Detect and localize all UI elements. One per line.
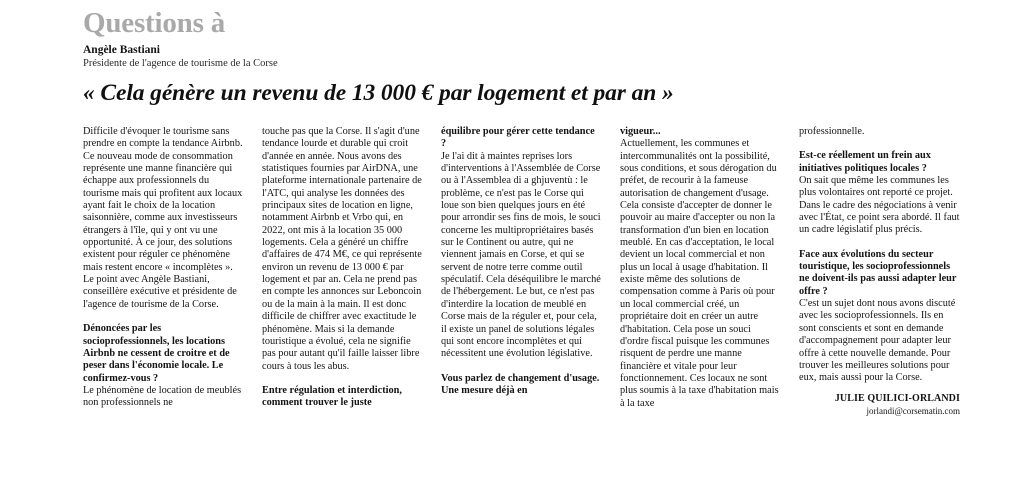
answer-paragraph: C'est un sujet dont nous avons discuté avec les socioprofessionnels. Ils en sont conscients et sont en demande d'accompagnement pour adapter leur offre à cette nouvelle demande. Pour trouver les meilleures solutions pour eux, mais aussi pour la Corse.	[799, 298, 956, 384]
question-heading: Vous parlez de changement d'usage. Une mesure déjà en	[441, 372, 600, 396]
answer-paragraph: professionnelle.	[799, 126, 865, 137]
answer-paragraph: touche pas que la Corse. Il s'agit d'une tendance lourde et durable qui croit d'année en année. Nous avons des statistiques fournies par AirDNA, une plateforme internationale partenaire de l'ATC, qui analyse les données des principaux sites de location en ligne, notamment Airbnb et Vrbo qui, en 2022, ont mis à la location 35 000 logements. Cela a généré un chiffre d'affaires de 474 M€, ce qui représente environ un revenu de 13 000 € par logement et par an. Cela ne prend pas en compte les annonces sur Leboncoin ou de la main à la main. Il est donc difficile de chiffrer avec exactitude le phénomène. Mais si la demande touristique a évolué, cela ne signifie pas pour autant qu'il faille laisser libre cours à tous les abus.	[262, 126, 422, 372]
question-heading: équilibre pour gérer cette tendance ?	[441, 126, 595, 150]
question-heading: vigueur...	[620, 126, 661, 137]
question-heading: Face aux évolutions du secteur touristique, les socioprofessionnels ne doivent-ils pas aussi adapter leur offre ?	[799, 248, 957, 297]
section-kicker: Questions à	[83, 7, 226, 39]
column-5	[799, 126, 960, 478]
article-headline: « Cela génère un revenu de 13 000 € par logement et par an »	[83, 80, 674, 106]
question-heading: Entre régulation et interdiction, comment trouver le juste	[262, 384, 402, 409]
answer-paragraph: Actuellement, les communes et intercommunalités ont la possibilité, sous conditions, et sous dérogation du préfet, de recourir à la fameuse autorisation de changement d'usage. Cela consiste d'accepter de donner le pouvoir au maire d'accepter ou non la transformation d'un bien en location meublé. En cas d'acceptation, le local devient un local commercial et non plus un local à usage d'habitation. Il existe même des solutions de compensation comme à Paris où pour un local commercial créé, un propriétaire doit en créer un autre d'habitation. Cela pose un souci d'ordre fiscal puisque les communes risquent de perdre une manne financière et vitale pour leur fonctionnement. Ces locaux ne sont plus soumis à la taxe d'habitation mais à la taxe	[620, 138, 779, 409]
answer-paragraph: On sait que même les communes les plus volontaires ont reporté ce projet. Dans le cadre des négociations à venir avec l'État, ce point sera abordé. Il faut un cadre législatif plus précis.	[799, 175, 960, 236]
article-columns	[83, 126, 963, 478]
answer-paragraph: Le phénomène de location de meublés non professionnels ne	[83, 384, 242, 409]
question-heading: Est-ce réellement un frein aux initiatives politiques locales ?	[799, 150, 931, 174]
intro-paragraph: Difficile d'évoquer le tourisme sans prendre en compte la tendance Airbnb. Ce nouveau mode de consommation représente une manne financière qui échappe aux professionnels du tourisme mais qui profitent aux locaux ayant fait le choix de la location saisonnière, comme aux investisseurs étrangers à l'île, qui y ont vu une opportunité. À ce jour, des solutions existent pour réguler ce phénomène mais restent encore « incomplètes ». Le point avec Angèle Bastiani, conseillère exécutive et présidente de l'agence de tourisme de la Corse.	[83, 126, 243, 310]
byline-author: JULIE QUILICI-ORLANDI	[834, 392, 960, 404]
answer-paragraph: Je l'ai dit à maintes reprises lors d'interventions à l'Assemblée de Corse ou à l'Assemblea di a ghjuventù : le problème, ce n'est pas le Corse qui loue son bien quelques jours en été pour arrondir ses fins de mois, le souci concerne les multipropriétaires basés sur le Continent ou autre, qui ne viennent jamais en Corse, et qui se servent de notre terre comme outil spéculatif. Cela déséquilibre le marché de l'hébergement. Le but, ce n'est pas d'interdire la location de meublé en Corse mais de la réguler et, pour cela, il existe un panel de solutions légales qui sont encore incomplètes et qui nécessitent une évolution législative.	[441, 150, 601, 360]
column-4	[620, 126, 781, 478]
column-1	[83, 126, 244, 478]
interviewee-name: Angèle Bastiani	[83, 44, 160, 56]
masthead	[83, 8, 963, 70]
column-3	[441, 126, 602, 478]
interviewee-role: Présidente de l'agence de tourisme de la Corse	[83, 58, 278, 69]
column-2	[262, 126, 423, 478]
question-heading: Dénoncées par les socioprofessionnels, les locations Airbnb ne cessent de croitre et de peser dans l'économie locale. Le confirmez-vous ?	[83, 323, 230, 384]
byline-email[interactable]: jorlandi@corsematin.com	[866, 405, 960, 416]
